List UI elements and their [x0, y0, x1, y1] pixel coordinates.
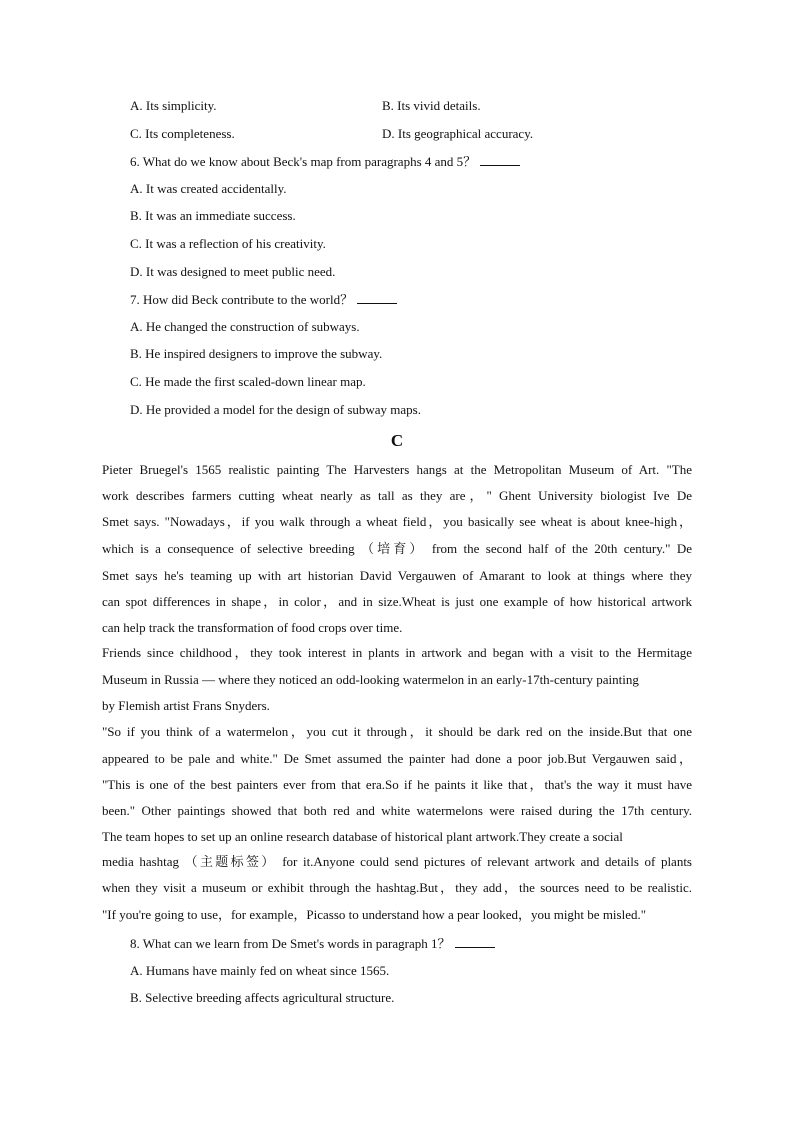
section-title: C — [390, 431, 404, 450]
q5-option-b: B. Its vivid details. — [382, 98, 481, 113]
passage-line: Smet says he's teaming up with art historian David Vergauwen of Amarant to look at things where they — [102, 568, 692, 583]
passage-line: can help track the transformation of food crops over time. — [102, 620, 403, 635]
passage-line: work describes farmers cutting wheat nearly as tall as they are，" Ghent University biologist Ive De — [102, 488, 692, 503]
passage-line: Pieter Bruegel's 1565 realistic painting The Harvesters hangs at the Metropolitan Museum of Art. "The — [102, 462, 692, 477]
passage-line: appeared to be pale and white." De Smet assumed the painter had done a poor job.But Vergauwen said， — [102, 751, 692, 766]
q8-option-b: B. Selective breeding affects agricultural structure. — [130, 990, 395, 1005]
q8-question — [130, 935, 495, 952]
passage-line: "This is one of the best painters ever from that era.So if he paints it like that，that's the way it must have — [102, 777, 692, 792]
q7-stem: 7. How did Beck contribute to the world？ — [130, 292, 354, 307]
passage-line: which is a consequence of selective breeding （培育） from the second half of the 20th century." De — [102, 541, 692, 556]
q7-answer-blank[interactable] — [357, 291, 397, 304]
q6-stem: 6. What do we know about Beck's map from paragraphs 4 and 5？ — [130, 154, 477, 169]
q5-option-d: D. Its geographical accuracy. — [382, 126, 534, 141]
q6-option-b: B. It was an immediate success. — [130, 208, 296, 223]
q8-answer-blank[interactable] — [455, 935, 495, 948]
q5-option-c: C. Its completeness. — [130, 126, 235, 141]
passage-line: Smet says. "Nowadays，if you walk through a wheat field，you basically see wheat is about knee-high， — [102, 514, 692, 529]
passage-line: been." Other paintings showed that both red and white watermelons were raised during the 17th century. — [102, 803, 692, 818]
q6-option-a: A. It was created accidentally. — [130, 181, 287, 196]
passage-line: when they visit a museum or exhibit through the hashtag.But，they add，the sources need to be realistic. — [102, 880, 692, 895]
passage-line: Museum in Russia — where they noticed an odd-looking watermelon in an early-17th-century painting — [102, 672, 639, 687]
q8-stem: 8. What can we learn from De Smet's words in paragraph 1？ — [130, 936, 451, 951]
q7-option-a: A. He changed the construction of subways. — [130, 319, 360, 334]
q8-option-a: A. Humans have mainly fed on wheat since 1565. — [130, 963, 390, 978]
passage-line: "So if you think of a watermelon，you cut it through，it should be dark red on the inside.But that one — [102, 724, 692, 739]
passage-line: "If you're going to use，for example，Picasso to understand how a pear looked，you might be misled." — [102, 907, 647, 922]
passage-line: media hashtag （主题标签） for it.Anyone could send pictures of relevant artwork and details of plants — [102, 854, 692, 869]
q7-option-c: C. He made the first scaled-down linear map. — [130, 374, 366, 389]
q6-answer-blank[interactable] — [480, 153, 520, 166]
q6-option-c: C. It was a reflection of his creativity. — [130, 236, 326, 251]
q7-option-d: D. He provided a model for the design of subway maps. — [130, 402, 421, 417]
q5-option-a: A. Its simplicity. — [130, 98, 217, 113]
q7-question — [130, 291, 397, 308]
passage-line: by Flemish artist Frans Snyders. — [102, 698, 270, 713]
q7-option-b: B. He inspired designers to improve the subway. — [130, 346, 383, 361]
q6-question — [130, 153, 520, 170]
passage-line: The team hopes to set up an online research database of historical plant artwork.They create a social — [102, 829, 623, 844]
q6-option-d: D. It was designed to meet public need. — [130, 264, 336, 279]
passage-line: can spot differences in shape，in color，and in size.Wheat is just one example of how historical artwork — [102, 594, 692, 609]
passage-line: Friends since childhood，they took interest in plants in artwork and began with a visit to the Hermitage — [102, 645, 692, 660]
